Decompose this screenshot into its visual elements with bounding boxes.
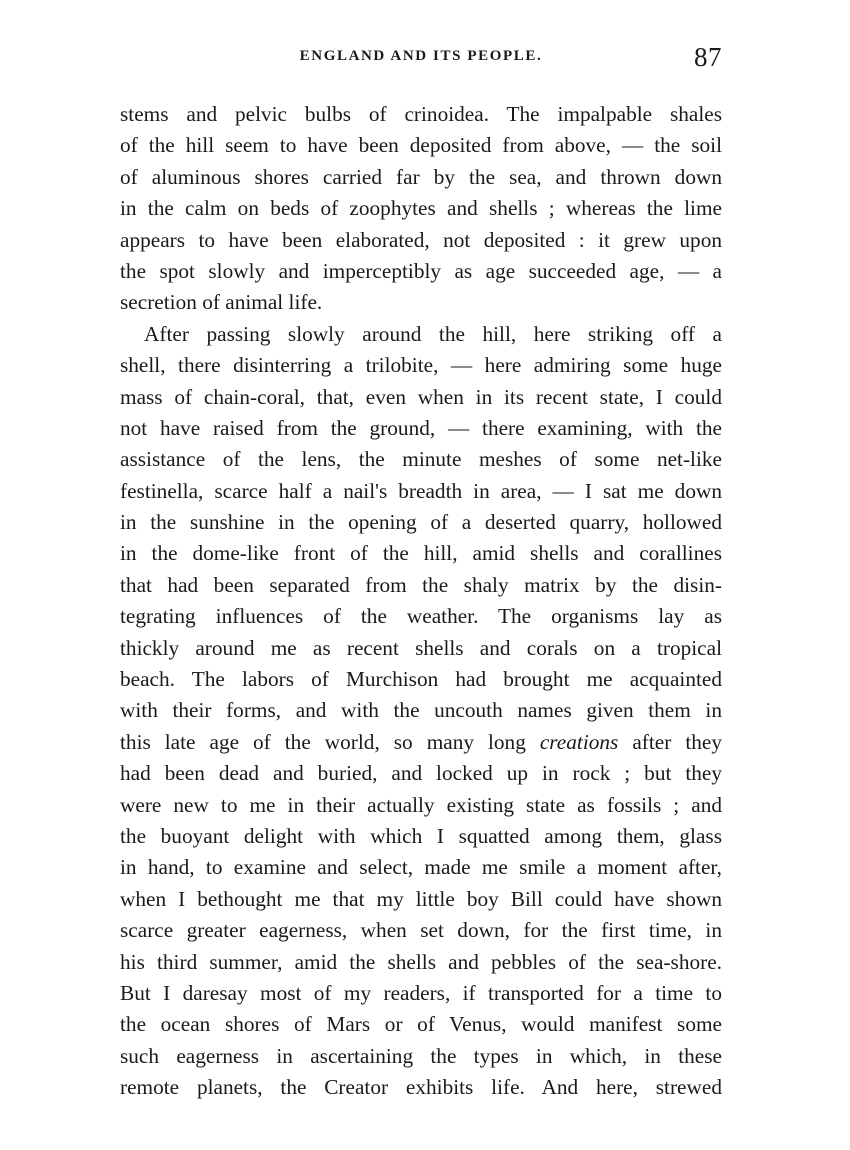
text-line: when I bethought me that my little boy Bill could have shown	[120, 886, 722, 911]
text-line: stems and pelvic bulbs of crinoidea. The impalpable shales	[120, 102, 722, 126]
text-line: the buoyant delight with which I squatted among them, glass	[120, 823, 722, 848]
text-line: beach. The labors of Murchison had brought me acquainted	[120, 667, 722, 692]
running-title: ENGLAND AND ITS PEOPLE.	[299, 48, 543, 64]
text-line: After passing slowly around the hill, here striking off a	[144, 321, 722, 346]
running-head	[120, 42, 722, 78]
text-line: in the sunshine in the opening of a deserted quarry, hollowed	[120, 510, 722, 535]
text-line: thickly around me as recent shells and corals on a tropical	[120, 635, 722, 660]
text-line: remote planets, the Creator exhibits life. And here, strewed	[120, 1075, 722, 1100]
text-line: of the hill seem to have been deposited from above, — the soil	[120, 133, 722, 158]
text-segment: after they	[618, 729, 722, 754]
text-line: such eagerness in ascertaining the types in which, in these	[120, 1043, 722, 1068]
text-line: the ocean shores of Mars or of Venus, would manifest some	[120, 1012, 722, 1037]
text-line: appears to have been elaborated, not deposited : it grew upon	[120, 227, 722, 252]
text-line: that had been separated from the shaly matrix by the disin-	[120, 572, 722, 597]
paragraph-2	[120, 319, 722, 1104]
text-line: secretion of animal life.	[120, 290, 323, 315]
text-line: But I daresay most of my readers, if transported for a time to	[120, 980, 722, 1005]
text-line: assistance of the lens, the minute meshes of some net-like	[120, 447, 722, 472]
paragraph-1	[120, 99, 722, 319]
text-line-with-italic	[120, 727, 722, 758]
italic-word: creations	[539, 729, 619, 754]
text-line: shell, there disinterring a trilobite, — here admiring some huge	[120, 353, 722, 378]
body-text	[120, 99, 722, 1104]
text-line: had been dead and buried, and locked up in rock ; but they	[120, 761, 722, 786]
text-line: festinella, scarce half a nail's breadth in area, — I sat me down	[120, 478, 722, 503]
text-line: in hand, to examine and select, made me smile a moment after,	[120, 855, 722, 880]
page-number: 87	[694, 42, 722, 72]
text-line: were new to me in their actually existing state as fossils ; and	[120, 792, 722, 817]
text-line: the spot slowly and imperceptibly as age succeeded age, — a	[120, 258, 722, 283]
text-line: of aluminous shores carried far by the sea, and thrown down	[120, 164, 722, 189]
text-segment: this late age of the world, so many long	[120, 729, 540, 754]
text-line: in the dome-like front of the hill, amid shells and corallines	[120, 541, 722, 566]
text-line: tegrating influences of the weather. The organisms lay as	[120, 604, 722, 629]
text-line: in the calm on beds of zoophytes and shells ; whereas the lime	[120, 196, 722, 221]
text-line: not have raised from the ground, — there examining, with the	[120, 415, 722, 440]
text-line: with their forms, and with the uncouth names given them in	[120, 698, 722, 723]
text-line: mass of chain-coral, that, even when in its recent state, I could	[120, 384, 722, 409]
text-line: scarce greater eagerness, when set down, for the first time, in	[120, 918, 722, 943]
text-line: his third summer, amid the shells and pebbles of the sea-shore.	[120, 949, 722, 974]
